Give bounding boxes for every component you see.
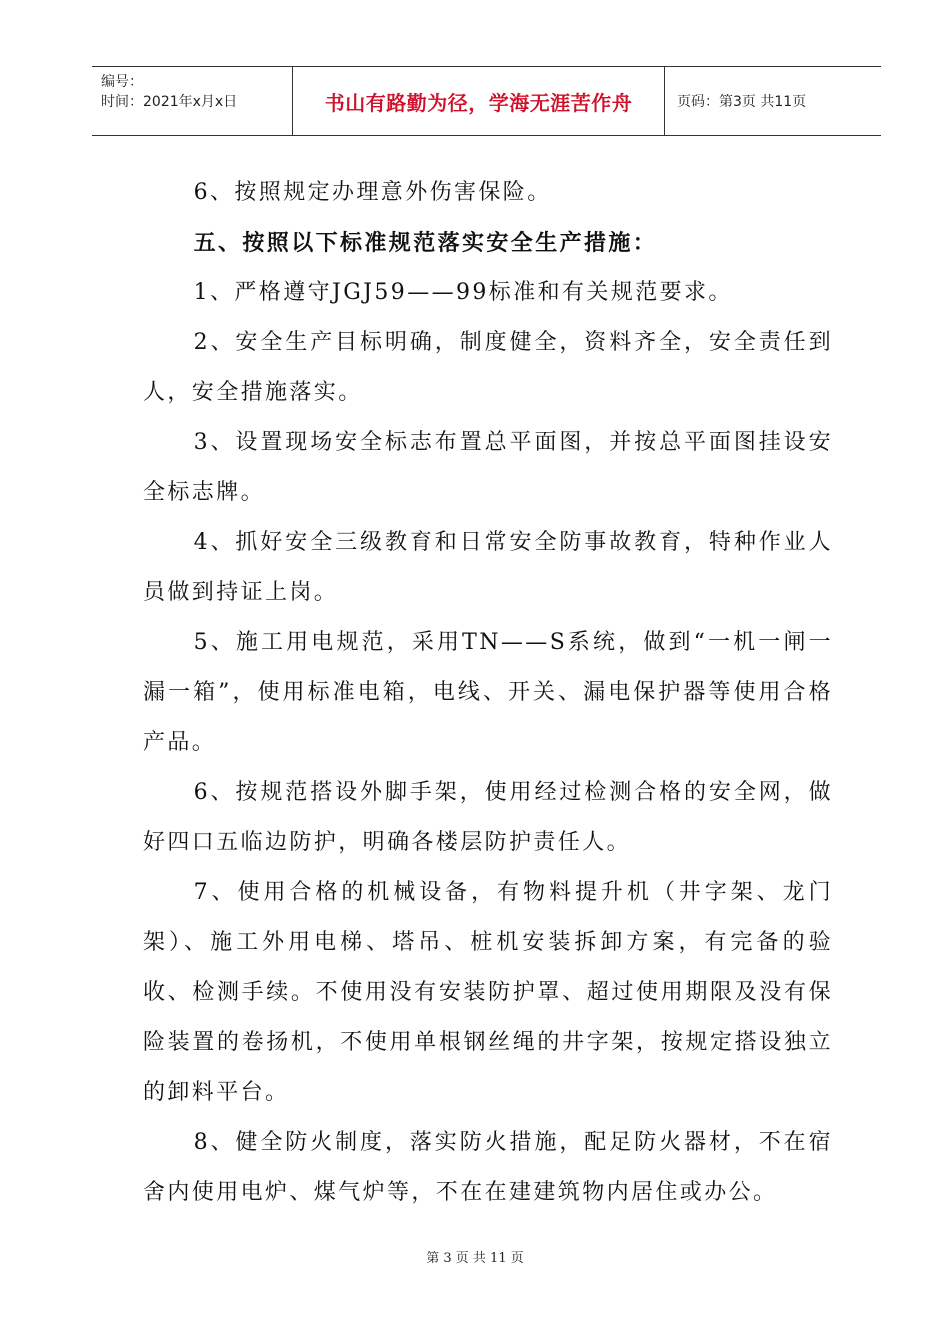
paragraph: 1、严格遵守JGJ59——99标准和有关规范要求。 (193, 280, 733, 305)
paragraph: 2、安全生产目标明确，制度健全，资料齐全，安全责任到人，安全措施落实。 (143, 330, 833, 405)
header-time: 时间：2021年x月x日 (101, 94, 238, 110)
section-heading: 五、按照以下标准规范落实安全生产措施： (193, 230, 658, 256)
paragraph: 8、健全防火制度，落实防火措施，配足防火器材，不在宿舍内使用电炉、煤气炉等，不在在建建筑物内居住或办公。 (143, 1130, 833, 1205)
document-header (92, 66, 881, 136)
header-page: 页码：第3页 共11页 (677, 94, 807, 110)
page-footer: 第 3 页 共 11 页 (426, 1251, 524, 1266)
paragraph: 5、施工用电规范，采用TN——S系统，做到“一机一闸一漏一箱”，使用标准电箱，电线、开关、漏电保护器等使用合格产品。 (143, 630, 833, 755)
paragraph: 7、使用合格的机械设备，有物料提升机（井字架、龙门架）、施工外用电梯、塔吊、桩机安装拆卸方案，有完备的验收、检测手续。不使用没有安装防护罩、超过使用期限及没有保险装置的卷扬机，不使用单根钢丝绳的井字架，按规定搭设独立的卸料平台。 (143, 880, 833, 1105)
paragraph: 4、抓好安全三级教育和日常安全防事故教育，特种作业人员做到持证上岗。 (143, 530, 833, 605)
header-motto: 书山有路勤为径，学海无涯苦作舟 (293, 67, 665, 135)
document-body (143, 168, 833, 1218)
header-number: 编号： (101, 74, 143, 90)
paragraph: 6、按规范搭设外脚手架，使用经过检测合格的安全网，做好四口五临边防护，明确各楼层防护责任人。 (143, 780, 833, 855)
paragraph: 3、设置现场安全标志布置总平面图，并按总平面图挂设安全标志牌。 (143, 430, 833, 505)
paragraph: 6、按照规定办理意外伤害保险。 (193, 180, 552, 205)
header-meta (92, 67, 293, 135)
